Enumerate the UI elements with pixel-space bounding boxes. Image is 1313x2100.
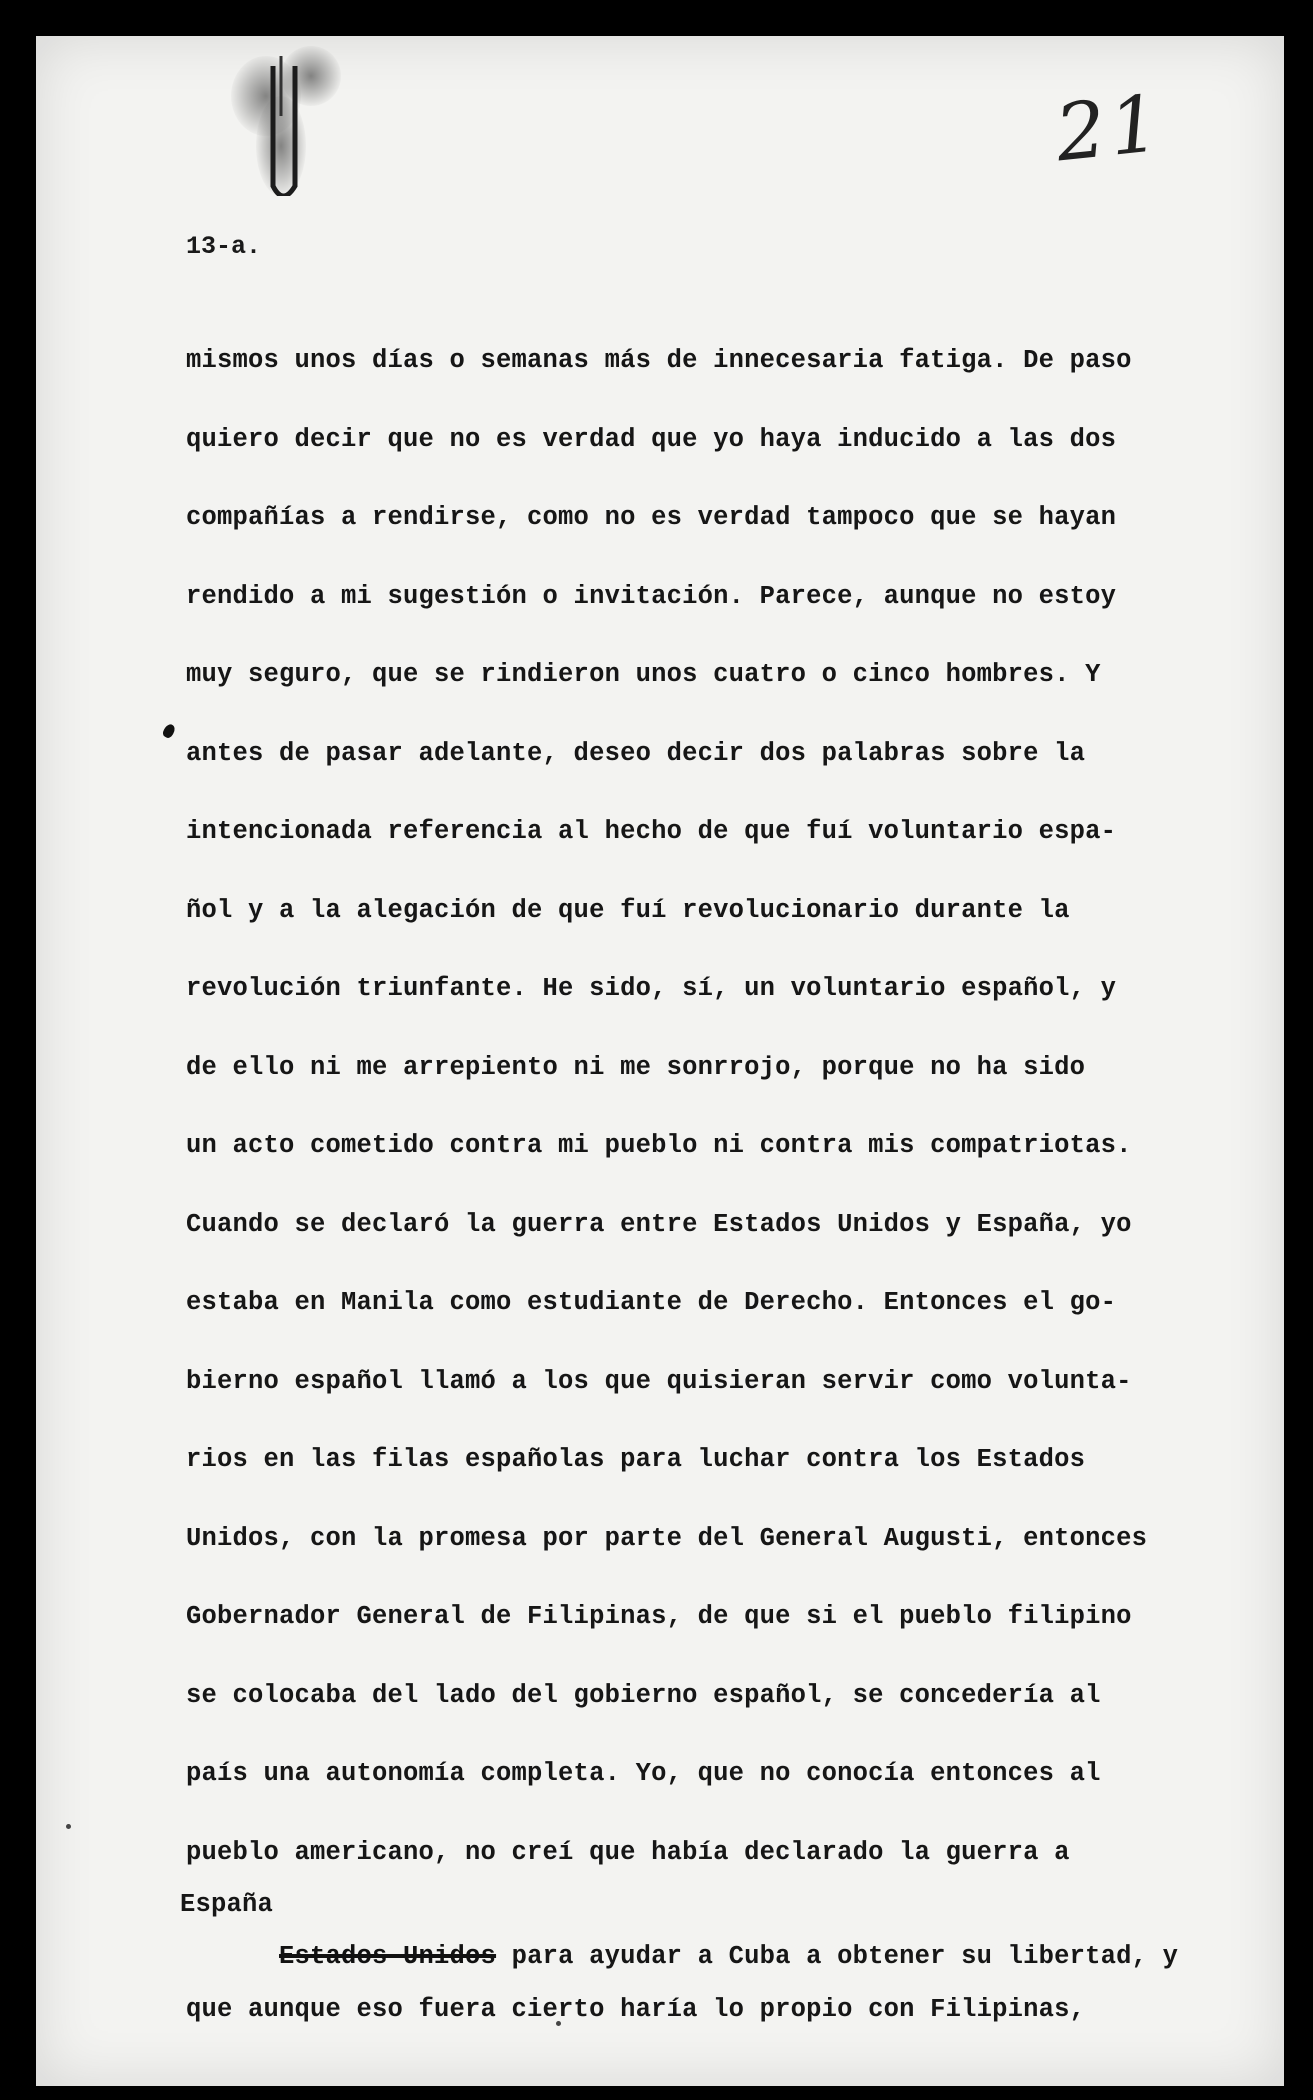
struck-out-text: Estados Unidos [279,1942,497,1971]
text-line: rios en las filas españolas para luchar contra los Estados [186,1445,1086,1474]
text-line: país una autonomía completa. Yo, que no conocía entonces al [186,1759,1101,1788]
text-line: un acto cometido contra mi pueblo ni contra mis compatriotas. [186,1131,1132,1160]
text-line: Cuando se declaró la guerra entre Estados Unidos y España, yo [186,1209,1132,1239]
text-line: pueblo americano, no creí que había declarado la guerra a [186,1837,1070,1867]
text-line: que aunque eso fuera cierto haría lo propio con Filipinas, [186,1994,1086,2024]
text-line: Unidos, con la promesa por parte del General Augusti, entonces [186,1523,1148,1553]
text-line: ñol y a la alegación de que fuí revolucionario durante la [186,895,1070,925]
text-line: muy seguro, que se rindieron unos cuatro o cinco hombres. Y [186,660,1101,689]
ink-speck [66,1824,71,1829]
text-line: compañías a rendirse, como no es verdad tampoco que se hayan [186,503,1117,532]
ink-mark [161,722,177,739]
corrected-text-line [180,1890,1186,1997]
text-line: Gobernador General de Filipinas, de que si el pueblo filipino [186,1602,1132,1631]
inserted-correction: España [180,1890,274,1919]
text-line: de ello ni me arrepiento ni me sonrrojo, porque no ha sido [186,1052,1086,1082]
handwritten-page-number: 21 [1051,78,1168,180]
text-line: antes de pasar adelante, deseo decir dos palabras sobre la [186,738,1086,768]
binding-hole-marks [261,46,331,196]
text-line: revolución triunfante. He sido, sí, un voluntario español, y [186,974,1117,1003]
page-reference: 13-a. [186,232,262,261]
text-line: rendido a mi sugestión o invitación. Parece, aunque no estoy [186,581,1117,611]
text-line: intencionada referencia al hecho de que fuí voluntario espa- [186,817,1117,846]
text-line: estaba en Manila como estudiante de Derecho. Entonces el go- [186,1288,1117,1317]
letter-body [180,346,1186,2075]
text-line: se colocaba del lado del gobierno español, se concedería al [186,1680,1101,1710]
text-line: mismos unos días o semanas más de innecesaria fatiga. De paso [186,346,1132,375]
text-fragment: para ayudar a Cuba a obtener su libertad, y [496,1942,1179,1971]
text-line: bierno español llamó a los que quisieran servir como volunta- [186,1366,1132,1396]
text-line: quiero decir que no es verdad que yo haya inducido a las dos [186,424,1117,454]
document-page [36,36,1284,2086]
